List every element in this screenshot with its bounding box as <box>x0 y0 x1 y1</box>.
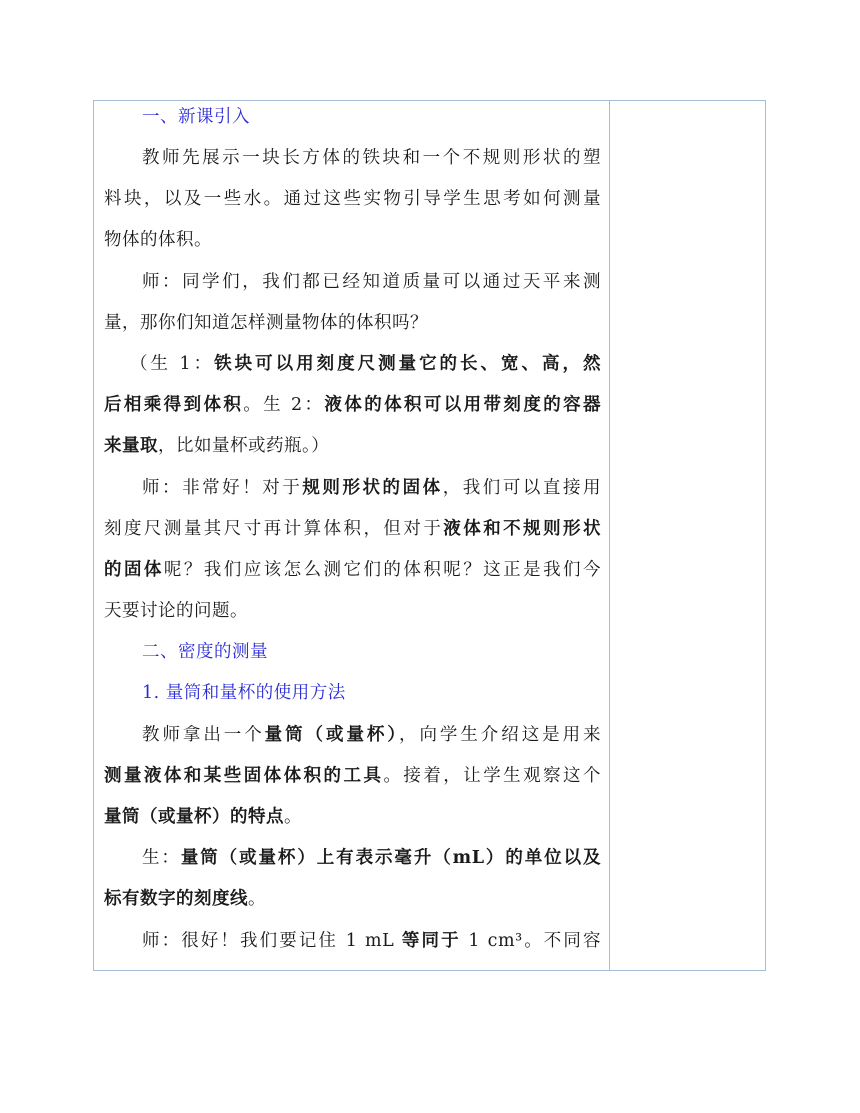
text-line: 师：同学们，我们都已经知道质量可以通过天平来测 <box>142 271 601 292</box>
text-span: 刻度尺测量其尺寸再计算体积，但对于 <box>104 518 444 539</box>
bold-text: 来量取 <box>104 436 158 457</box>
bold-text: 量筒（或量杯） <box>264 724 400 745</box>
text-line <box>104 921 601 962</box>
text-line: 料块，以及一些水。通过这些实物引导学生思考如何测量 <box>104 189 601 210</box>
paragraph-student-observation <box>104 838 601 920</box>
section-heading-density: 二、密度的测量 <box>142 642 268 663</box>
paragraph-intro-demo <box>104 138 601 262</box>
text-line <box>104 797 601 838</box>
paragraph-student-answers <box>104 344 601 468</box>
text-span: （生 1： <box>130 353 215 374</box>
text-line <box>104 756 601 797</box>
text-line: 天要讨论的问题。 <box>104 601 248 622</box>
text-span: 1 cm³ <box>460 930 523 951</box>
bold-text: 液体和不规则形状 <box>443 518 602 539</box>
text-span: 。接着，让学生观察这个 <box>383 765 602 786</box>
text-line <box>104 426 601 467</box>
text-span: 师：非常好！对于 <box>142 477 303 498</box>
text-line <box>104 550 601 591</box>
paragraph-cylinder-intro <box>104 715 601 839</box>
text-span: 。不同容 <box>522 930 602 951</box>
lesson-content-cell <box>94 101 610 970</box>
text-span: ，我们可以直接用 <box>442 477 602 498</box>
lesson-table <box>93 100 766 971</box>
bold-text: 量筒（或量杯）的特点 <box>104 807 284 827</box>
section-heading-intro: 一、新课引入 <box>142 107 250 127</box>
bold-text: 规则形状的固体 <box>302 477 443 498</box>
text-line <box>104 879 601 920</box>
paragraph-unit-note <box>104 921 601 962</box>
text-line: 量，那你们知道怎样测量物体的体积吗？ <box>104 312 428 333</box>
bold-text: 后相乘得到体积 <box>104 395 244 416</box>
text-line: 教师先展示一块长方体的铁块和一个不规则形状的塑 <box>142 148 601 168</box>
text-span: 。生 2： <box>243 395 325 416</box>
text-line <box>104 715 601 756</box>
subheading-measuring-cylinder: 1. 量筒和量杯的使用方法 <box>142 683 346 704</box>
paragraph-teacher-question <box>104 262 601 344</box>
bold-text: 标有数字的刻度线 <box>104 889 248 910</box>
text-line <box>104 838 601 879</box>
text-span: ，向学生介绍这是用来 <box>399 724 602 745</box>
paragraph-teacher-response <box>104 468 601 633</box>
notes-cell <box>610 101 765 970</box>
bold-text: 液体的体积可以用带刻度的容器 <box>324 395 601 416</box>
text-span: 。 <box>248 889 266 910</box>
text-span: 。 <box>284 807 302 827</box>
bold-text: 的固体 <box>104 559 164 580</box>
bold-text: 铁块可以用刻度尺测量它的长、宽、高，然 <box>214 353 601 374</box>
text-span: 师：很好！我们要记住 1 mL <box>142 930 402 951</box>
text-span: 教师拿出一个 <box>142 724 265 745</box>
text-line <box>104 509 601 550</box>
text-line <box>104 468 601 509</box>
text-span: 呢？我们应该怎么测它们的体积呢？这正是我们今 <box>163 559 601 580</box>
text-line <box>104 344 601 385</box>
text-span: 生： <box>142 848 181 869</box>
bold-text: 量筒（或量杯）上有表示毫升（mL）的单位以及 <box>180 848 602 869</box>
text-line <box>104 385 601 426</box>
text-line: 物体的体积。 <box>104 230 212 251</box>
bold-text: 等同于 <box>401 930 461 951</box>
text-span: ，比如量杯或药瓶。） <box>158 436 330 457</box>
bold-text: 测量液体和某些固体体积的工具 <box>104 765 384 786</box>
